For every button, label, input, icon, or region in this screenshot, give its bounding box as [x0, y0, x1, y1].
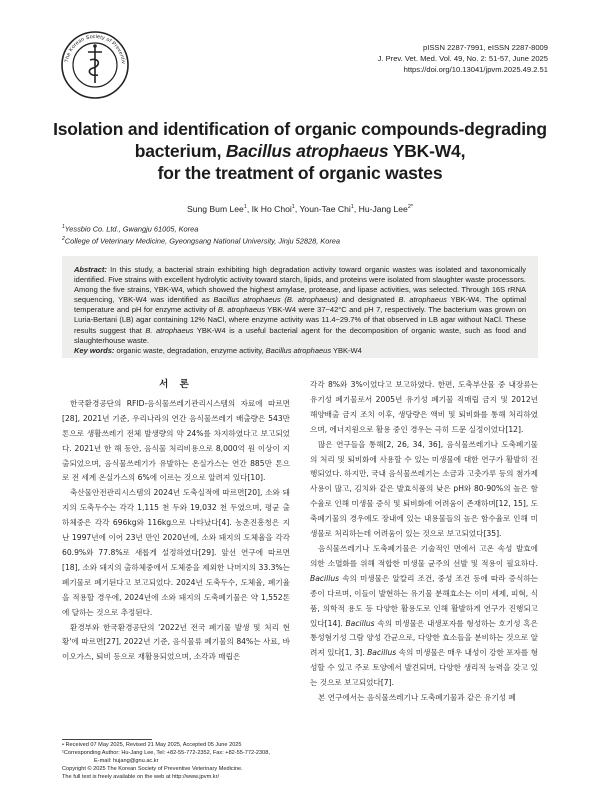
- affiliation-2: $^2$College of Veterinary Medicine, Gyeongsang National University, Jinju 52828, Korea: [62, 236, 341, 246]
- abstract-box: Abstract: In this study, a bacterial strain exhibiting high degradation activity toward organic wastes was isolated and taxonomically identified. Five strains with excellent hydrolytic activity toward starch, lipids, and proteins were isolated from slaughter waste processors. Among the five strains, YBK-W4, which showed the highest amylase, protease, and lipase activities, was selected. Through 16S rRNA sequencing, YBK-W4 was identified as Bacillus atrophaeus (B. atrophaeus) and designated B. atrophaeus YBK-W4. The optimal temperature and pH for enzyme activity of B. atrophaeus YBK-W4 were 37~42°C and pH 7, respectively. The bacterium was grown on Luria-Bertani (LB) agar containing 12% NaCl, where enzyme activity was 11.4~29.7% of that observed in LB agar without NaCl. These results suggest that B. atrophaeus YBK-W4 is a useful bacterial agent for the decomposition of organic waste, such as food and slaughterhouse waste. Key words: organic waste, degradation, enzyme activity, Bacillus atrophaeus YBK-W4: [62, 256, 538, 358]
- received-dates: • Received 07 May 2025, Revised 21 May 2025, Accepted 05 June 2025: [62, 742, 242, 748]
- author-name: Hu-Jang Lee: [358, 204, 408, 214]
- title-line-3: for the treatment of organic wastes: [157, 163, 443, 183]
- section-heading-introduction: 서 론: [159, 379, 193, 390]
- body-paragraph: 본 연구에서는 음식물쓰레기나 도축폐기물과 같은 유기성 폐: [318, 693, 516, 703]
- svg-text:The Korean Society of Preventi: The Korean Society of Preventiv: [64, 33, 127, 65]
- body-paragraph: 한국환경공단의 RFID-음식물쓰레기관리시스템의 자료에 따르면[28], 2021년 기준, 우리나라의 연간 음식물쓰레기 배출량은 543만 톤으로 생활쓰레기 전체 발생량의 약 24%를 차지하였다고 보고되었다. 2021년 한 해 동안, 음식물 처리비용으로 8,000억 원 이상이 지출되었으며, 음식물쓰레기가 유발하는 온실가스는 연간 885만 톤으로 전 세계 온실가스의 6%에 이르는 것으로 알려져 있다[10].: [62, 398, 290, 483]
- affiliation-1: $^1$Yessbio Co. Ltd., Gwangju 61005, Korea: [62, 224, 199, 234]
- footnotes: [62, 741, 302, 781]
- author-name: Ik Ho Choi: [251, 204, 292, 214]
- author-name: Youn-Tae Chi: [299, 204, 351, 214]
- citation-line: J. Prev. Vet. Med. Vol. 49, No. 2: 51-57, June 2025: [377, 54, 548, 63]
- issn-line: pISSN 2287-7991, eISSN 2287-8009: [423, 43, 548, 52]
- license-note: The full text is freely available on the web at http://www.jpvm.kr/: [62, 774, 220, 781]
- affiliations: [62, 222, 340, 247]
- copyright: Copyright © 2025 The Korean Society of Preventive Veterinary Medicine.: [62, 766, 243, 773]
- journal-info: [378, 42, 548, 75]
- society-seal-logo: [60, 30, 130, 100]
- corresponding-author: ¹Corresponding Author: Hu-Jang Lee, Tel: +82-55-772-2352, Fax: +82-55-772-2308,: [62, 750, 270, 757]
- title-species: Bacillus atrophaeus: [225, 141, 389, 161]
- body-paragraph: 각각 8%와 3%이었다고 보고하였다. 한편, 도축부산물 중 내장류는 유기성 폐기물로서 2005년 유기성 폐기물 직매립 금지 및 2012년 해양배출 금지 조치 이후, 생당량은 액비 및 퇴비화를 통해 처리하였으며, 에너지원으로 활용 중인 경우는 극히 드문 실정이었다[12].: [310, 380, 538, 434]
- body-paragraph: 많은 연구들을 통해[2, 26, 34, 36], 음식물쓰레기나 도축폐기물의 처리 및 퇴비화에 사용할 수 있는 미생물에 대한 연구가 활발히 진행되었다. 하지만, 국내 음식물쓰레기는 소금과 고춧가루 등의 첨가제 사용이 많고, 김치와 같은 발효식품의 낮은 pH와 80-90%의 높은 함수율로 인해 미생물 증식 및 퇴비화에 어려움이 존재하며[12, 15], 도축폐기물의 경우에도 장내에 있는 내용물들의 높은 함수율로 인해 미생물로 처리하는데 어려움이 있는 것으로 보고되었다[35].: [310, 439, 538, 539]
- title-line-2: bacterium, Bacillus atrophaeus YBK-W4,: [134, 141, 466, 161]
- column-right: [310, 378, 538, 706]
- email-link[interactable]: E-mail: hujang@gnu.ac.kr: [94, 758, 159, 765]
- keywords: Key words: organic waste, degradation, enzyme activity, Bacillus atrophaeus YBK-W4: [74, 345, 362, 355]
- title-line-1: Isolation and identification of organic compounds-degrading: [53, 119, 547, 139]
- abstract-label: Abstract:: [74, 265, 107, 274]
- article-title: [40, 118, 560, 184]
- body-paragraph: 축산물안전관리시스템의 2024년 도축실적에 따르면[20], 소와 돼지의 도축두수는 각각 1,115 천 두와 19,032 천 두였으며, 평균 출하체중은 각각 696kg와 116kg으로 나타났다[4]. 농촌진흥청은 지난 1997년에 이어 23년 만인 2020년에, 소와 돼지의 도체율을 각각 60.9%와 77.8%로 새롭게 설정하였다[29]. 앞선 연구에 따르면[18], 소와 돼지의 출하체중에서 도체중을 제외한 나머지의 33.3%는 폐기물로 폐기된다고 보고되었다. 2024년 도축두수, 도체율, 폐기율을 적용할 경우에, 2024년에 소와 돼지의 도축폐기물은 약 1,552톤에 달하는 것으로 추정된다.: [62, 488, 290, 617]
- author-name: Sung Bum Lee: [186, 204, 244, 214]
- author-list: Sung Bum Lee$^1$, Ik Ho Choi$^1$, Youn-Tae Chi$^1$, Hu-Jang Lee$^{2*}$: [186, 204, 414, 214]
- doi-link[interactable]: https://doi.org/10.13041/jpvm.2025.49.2.51: [403, 65, 548, 74]
- column-left: [62, 378, 290, 665]
- footnote-divider: [62, 739, 152, 740]
- body-paragraph: 음식물쓰레기나 도축폐기물은 기술적인 면에서 고온 속성 발효에 의한 소멸화를 위해 적합한 미생물 균주의 선발 및 적용이 필요하다. Bacillus 속의 미생물은 알칼리 조건, 중성 조건 등에 따라 증식하는 종이 다르며, 이들이 발현하는 유기물 분해효소는 이미 세제, 피혁, 식품, 의학적 용도 등 다양한 활용도로 인해 활발하게 연구가 진행되고 있다[14]. Bacillus 속의 미생물은 내생포자를 형성하는 호기성 혹은 통성혐기성 그람 양성 간균으로, 다양한 효소들을 분비하는 것으로 알려져 있다[1, 3]. Bacillus 속의 미생물은 매우 내성이 강한 포자를 형성할 수 있고 주로 토양에서 발견되며, 다양한 생리적 능력을 갖고 있는 것으로 보고되었다[7].: [310, 543, 538, 688]
- body-paragraph: 환경부와 한국환경공단의 '2022년 전국 폐기물 발생 및 처리 현황'에 따르면[27], 2022년 기준, 음식물류 폐기물의 84%는 사료, 바이오가스, 퇴비 등으로 재활용되었으며, 소각과 매립은: [62, 622, 290, 662]
